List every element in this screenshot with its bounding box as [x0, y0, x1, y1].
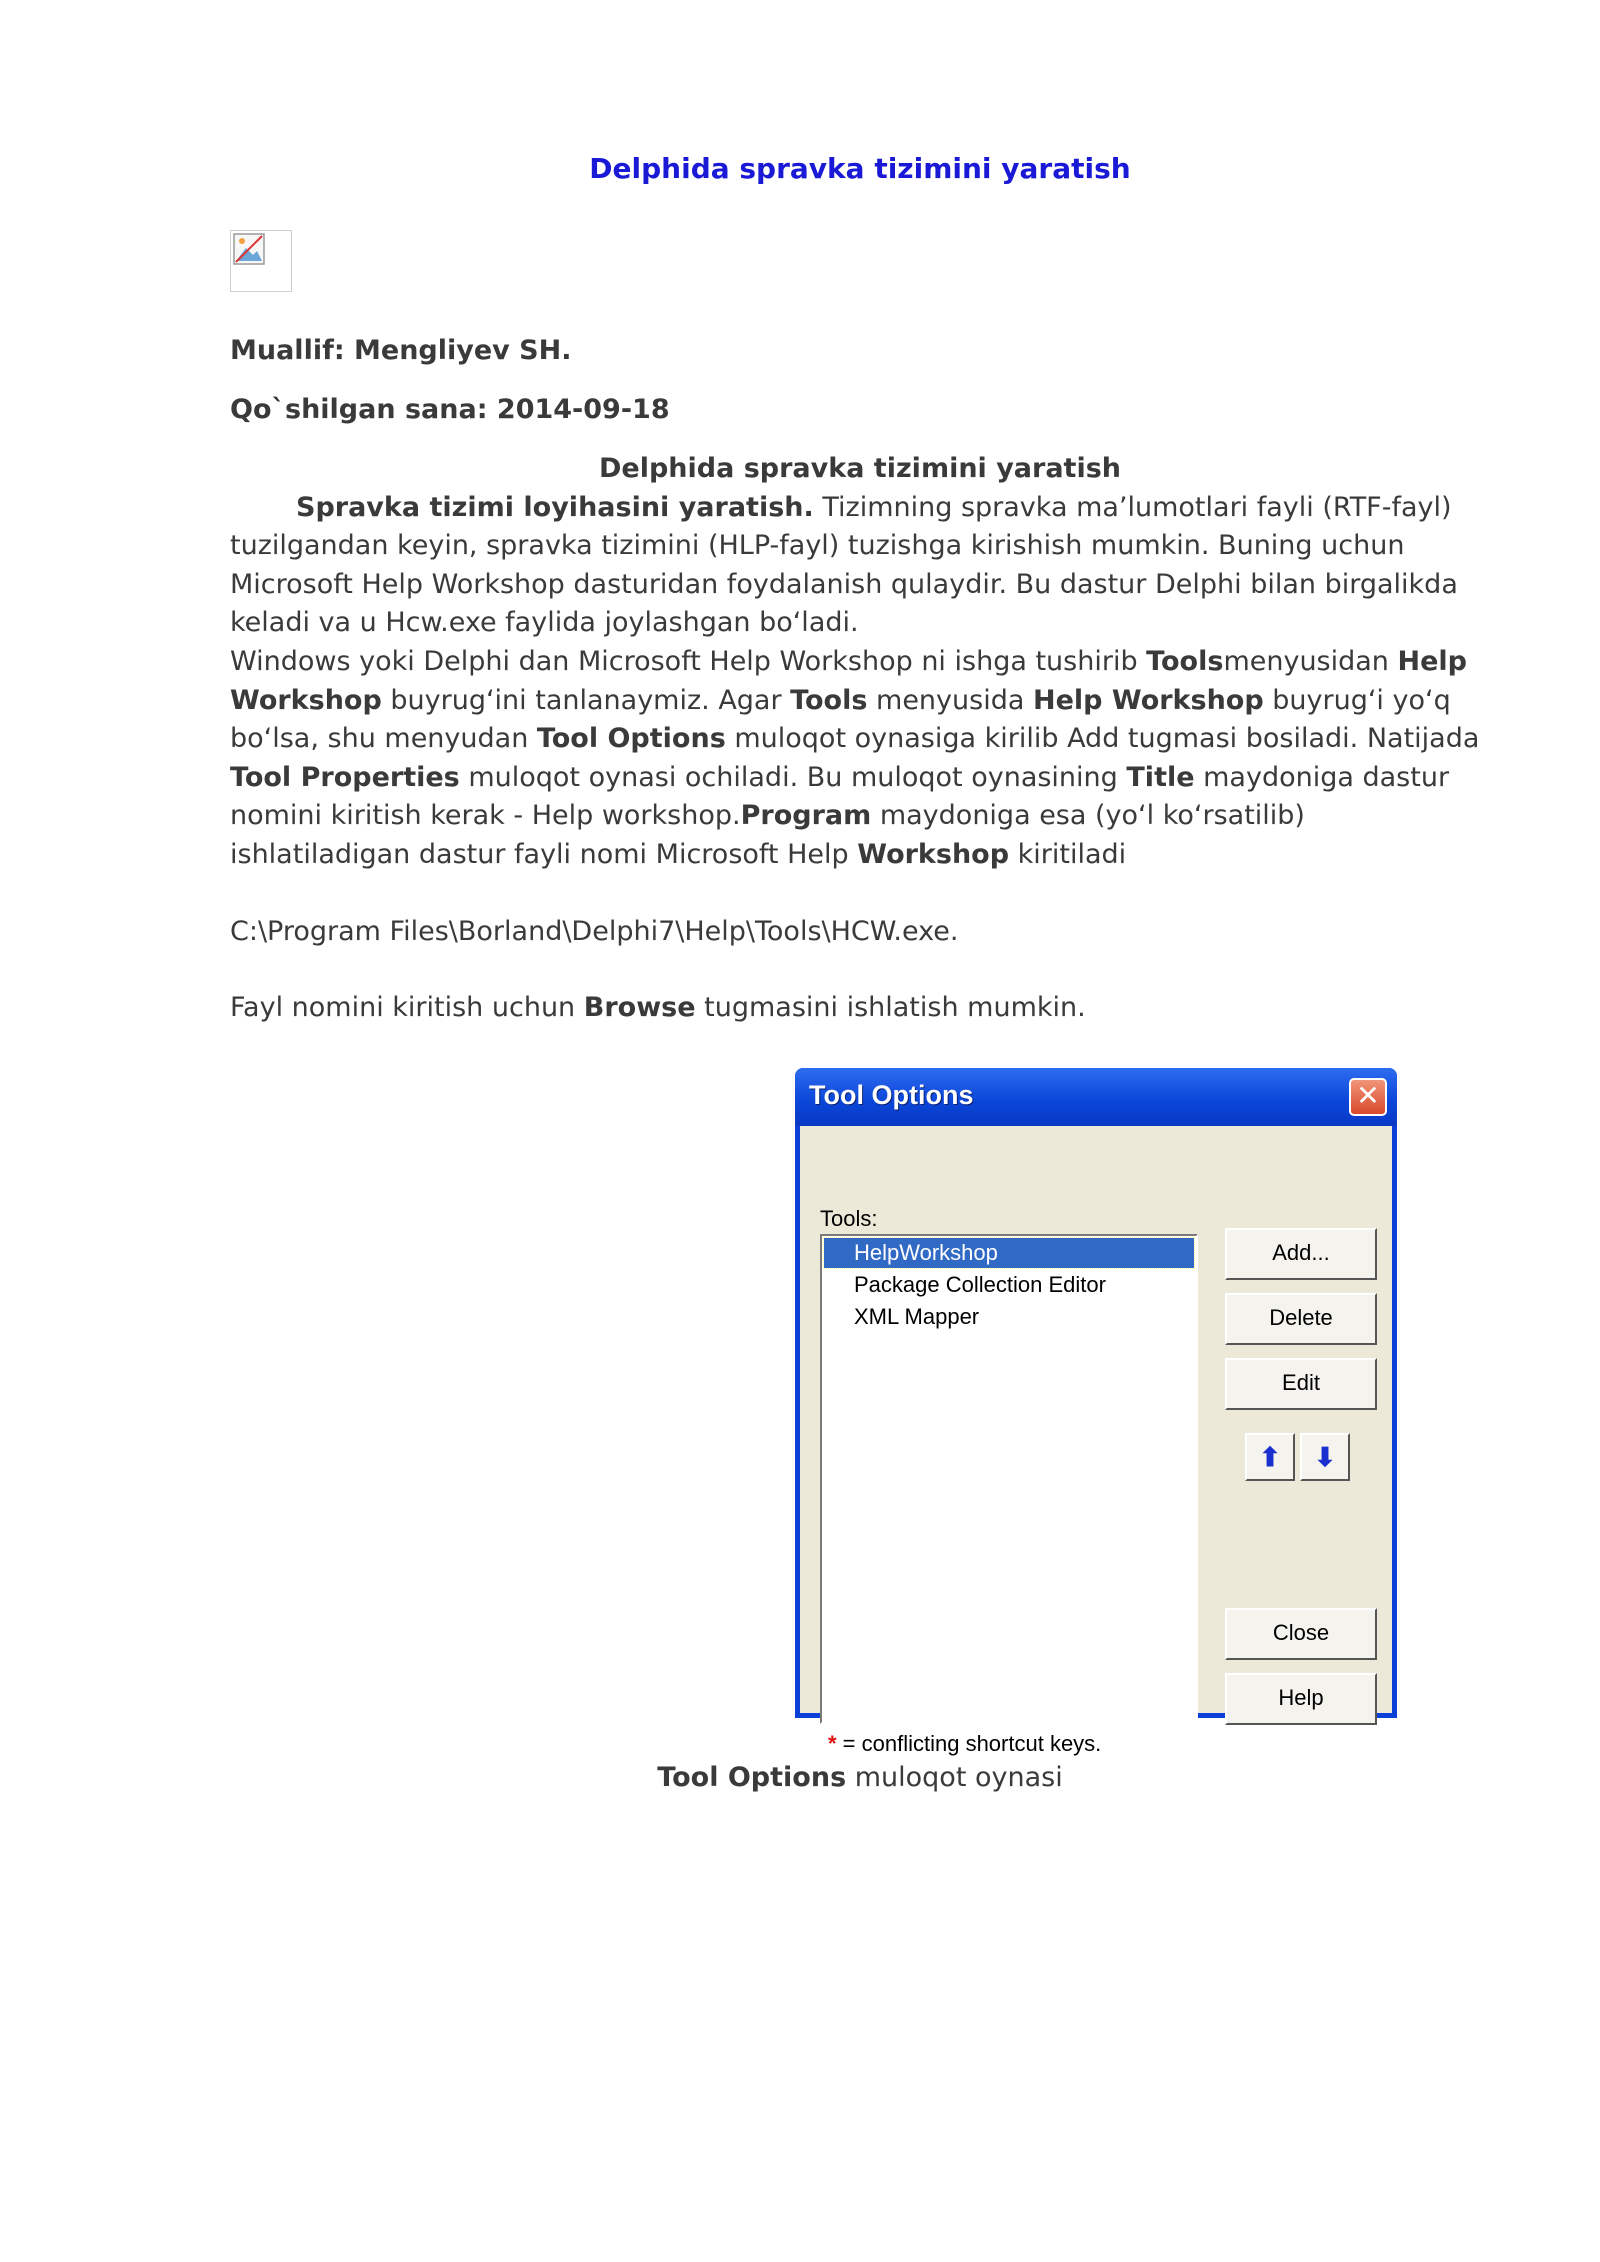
dialog-title: Tool Options	[809, 1080, 974, 1110]
legend-text: = conflicting shortcut keys.	[836, 1731, 1102, 1756]
p2-text: muloqot oynasiga kirilib Add tugmasi bosiladi. Natijada	[725, 723, 1480, 755]
spacer	[230, 951, 1490, 989]
delete-button[interactable]: Delete	[1225, 1293, 1377, 1345]
caption-text: muloqot oynasi	[846, 1762, 1063, 1793]
add-button[interactable]: Add...	[1225, 1228, 1377, 1280]
star-icon: *	[828, 1731, 837, 1756]
p2-text: menyusidan	[1223, 645, 1398, 677]
help-button[interactable]: Help	[1225, 1673, 1377, 1725]
p2-text: buyrug‘i yo‘q bo‘lsa, shu menyudan	[230, 684, 1451, 755]
tools-list-item[interactable]: HelpWorkshop	[824, 1238, 1194, 1268]
edit-button[interactable]: Edit	[1225, 1358, 1377, 1410]
p2-bold: Workshop	[857, 838, 1010, 870]
p3-text: Fayl nomini kiritish uchun	[230, 992, 584, 1024]
arrow-down-icon[interactable]: ⬇	[1300, 1433, 1350, 1481]
tools-listbox[interactable]	[820, 1234, 1198, 1724]
p2-bold: Tools	[1146, 645, 1224, 677]
figure-caption	[230, 1762, 1490, 1793]
close-button[interactable]: Close	[1225, 1608, 1377, 1660]
paragraph-1-bold: Spravka tizimi loyihasini yaratish.	[296, 491, 814, 523]
p2-bold: Program	[740, 800, 872, 832]
dialog-titlebar	[795, 1068, 1397, 1126]
p3-bold: Browse	[583, 992, 696, 1024]
p2-text: maydoniga dastur nomini kiritish kerak - Help workshop.	[230, 761, 1450, 832]
p2-bold: Help Workshop	[230, 645, 1468, 716]
paragraph-1-text: Tizimning spravka ma’lumotlari fayli (RTF-fayl) tuzilgandan keyin, spravka tizimini (HLP-fayl) tuzishga kirishish mumkin. Buning uchun Microsoft Help Workshop dasturidan foydalanish qulaydir. Bu dastur Delphi bilan birgalikda keladi va u Hcw.exe faylida joylashgan bo‘ladi.	[230, 491, 1458, 639]
p2-bold: Tools	[790, 684, 868, 716]
p2-text: muloqot oynasi ochiladi. Bu muloqot oynasining	[459, 761, 1127, 793]
p2-bold: Tool Options	[536, 723, 726, 755]
p2-text: kiritiladi	[1009, 838, 1127, 870]
close-icon[interactable]: ✕	[1349, 1078, 1387, 1116]
tools-list-item[interactable]: XML Mapper	[854, 1304, 980, 1329]
p2-bold: Tool Properties	[230, 761, 460, 793]
tools-list-item[interactable]: Package Collection Editor	[854, 1272, 1106, 1297]
page-title-link[interactable]: Delphida spravka tizimini yaratish	[589, 152, 1131, 185]
arrow-up-icon[interactable]: ⬆	[1245, 1433, 1295, 1481]
p3-text: tugmasini ishlatish mumkin.	[695, 992, 1086, 1024]
author-line: Muallif: Mengliyev SH.	[230, 335, 572, 366]
p2-bold: Help Workshop	[1032, 684, 1264, 716]
p2-text: buyrug‘ini tanlanaymiz. Agar	[381, 684, 791, 716]
article-heading: Delphida spravka tizimini yaratish	[598, 453, 1122, 484]
date-line: Qo`shilgan sana: 2014-09-18	[230, 394, 670, 425]
paragraph-1	[230, 489, 1490, 643]
dialog-client	[800, 1126, 1392, 1756]
shortcut-legend	[828, 1731, 1101, 1757]
p2-text: maydoniga esa (yo‘l ko‘rsatilib) ishlatiladigan dastur fayli nomi Microsoft Help	[230, 800, 1305, 870]
tool-options-dialog-screenshot	[795, 1068, 1397, 1756]
tools-label: Tools:	[820, 1206, 878, 1231]
spacer	[230, 875, 1490, 913]
broken-image-icon	[230, 230, 292, 292]
paragraph-3	[230, 989, 1490, 1028]
p2-bold: Title	[1126, 761, 1195, 793]
paragraph-2	[230, 643, 1490, 875]
p2-text: Windows yoki Delphi dan Microsoft Help Workshop ni ishga tushirib	[230, 645, 1147, 677]
article-body	[230, 450, 1490, 1028]
caption-bold: Tool Options	[657, 1762, 847, 1793]
p2-text: menyusida	[867, 684, 1033, 716]
path-line: C:\Program Files\Borland\Delphi7\Help\Tools\HCW.exe.	[230, 915, 959, 947]
